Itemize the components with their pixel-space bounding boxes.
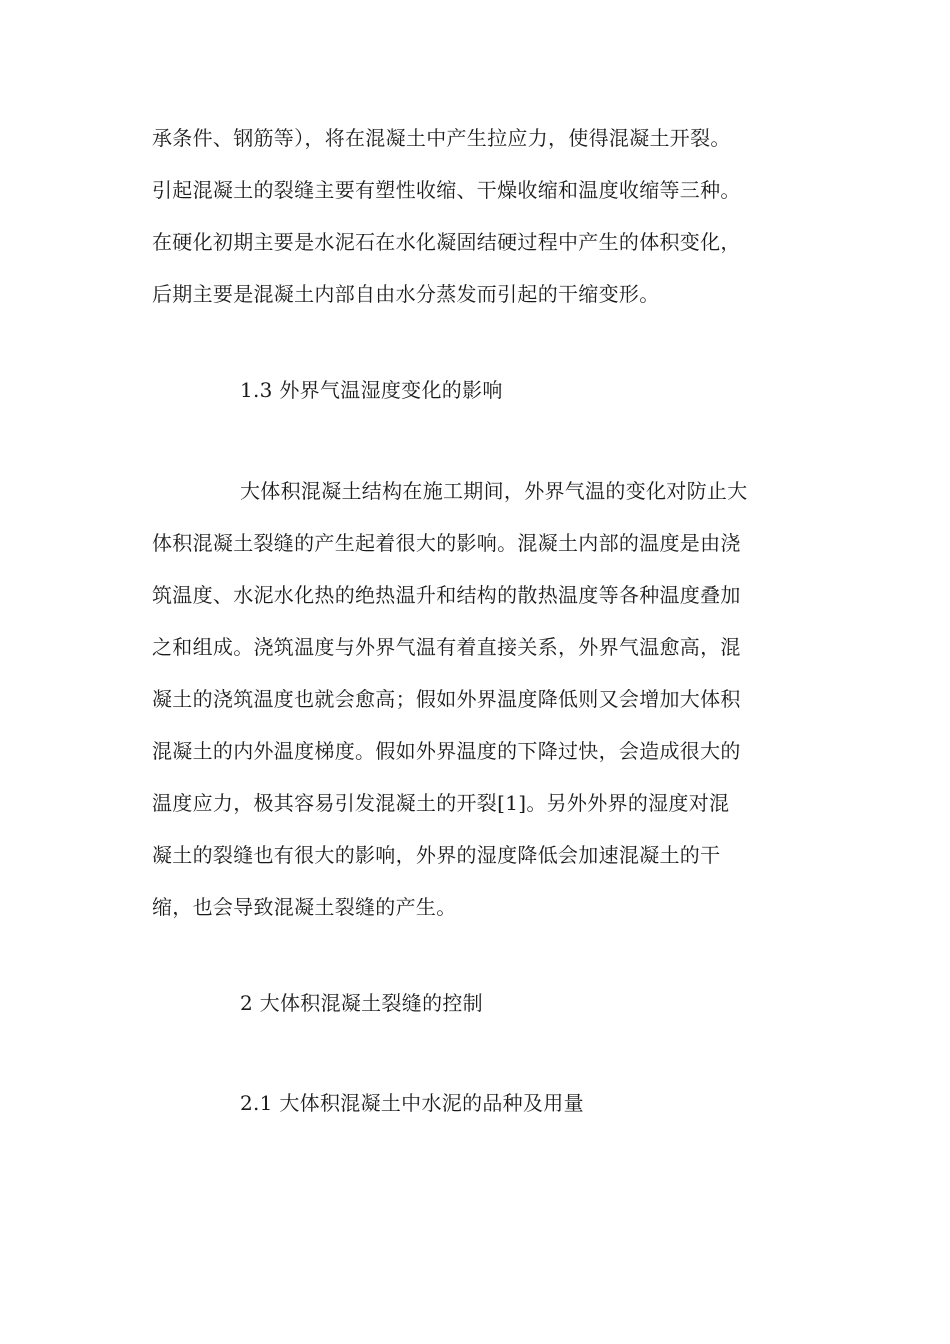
text-line: 混凝土的内外温度梯度。假如外界温度的下降过快，会造成很大的 (152, 739, 741, 763)
text-line: 缩，也会导致混凝土裂缝的产生。 (152, 895, 457, 919)
text-line: 凝土的裂缝也有很大的影响，外界的湿度降低会加速混凝土的干 (152, 843, 721, 867)
text-line: 凝土的浇筑温度也就会愈高；假如外界温度降低则又会增加大体积 (152, 687, 741, 711)
text-line: 之和组成。浇筑温度与外界气温有着直接关系，外界气温愈高，混 (152, 635, 741, 659)
text-line: 温度应力，极其容易引发混凝土的开裂[1]。另外外界的湿度对混 (152, 791, 730, 815)
text-line: 引起混凝土的裂缝主要有塑性收缩、干燥收缩和温度收缩等三种。 (152, 178, 741, 202)
section-heading-1-3: 1.3 外界气温湿度变化的影响 (240, 378, 503, 402)
section-heading-2-1: 2.1 大体积混凝土中水泥的品种及用量 (240, 1091, 584, 1115)
text-line: 后期主要是混凝土内部自由水分蒸发而引起的干缩变形。 (152, 282, 660, 306)
text-line: 体积混凝土裂缝的产生起着很大的影响。混凝土内部的温度是由浇 (152, 531, 741, 555)
text-line: 筑温度、水泥水化热的绝热温升和结构的散热温度等各种温度叠加 (152, 583, 741, 607)
text-line: 在硬化初期主要是水泥石在水化凝固结硬过程中产生的体积变化， (152, 230, 741, 254)
text-line: 承条件、钢筋等），将在混凝土中产生拉应力，使得混凝土开裂。 (152, 126, 731, 150)
text-line: 大体积混凝土结构在施工期间，外界气温的变化对防止大 (240, 479, 748, 503)
section-heading-2: 2 大体积混凝土裂缝的控制 (240, 991, 483, 1015)
